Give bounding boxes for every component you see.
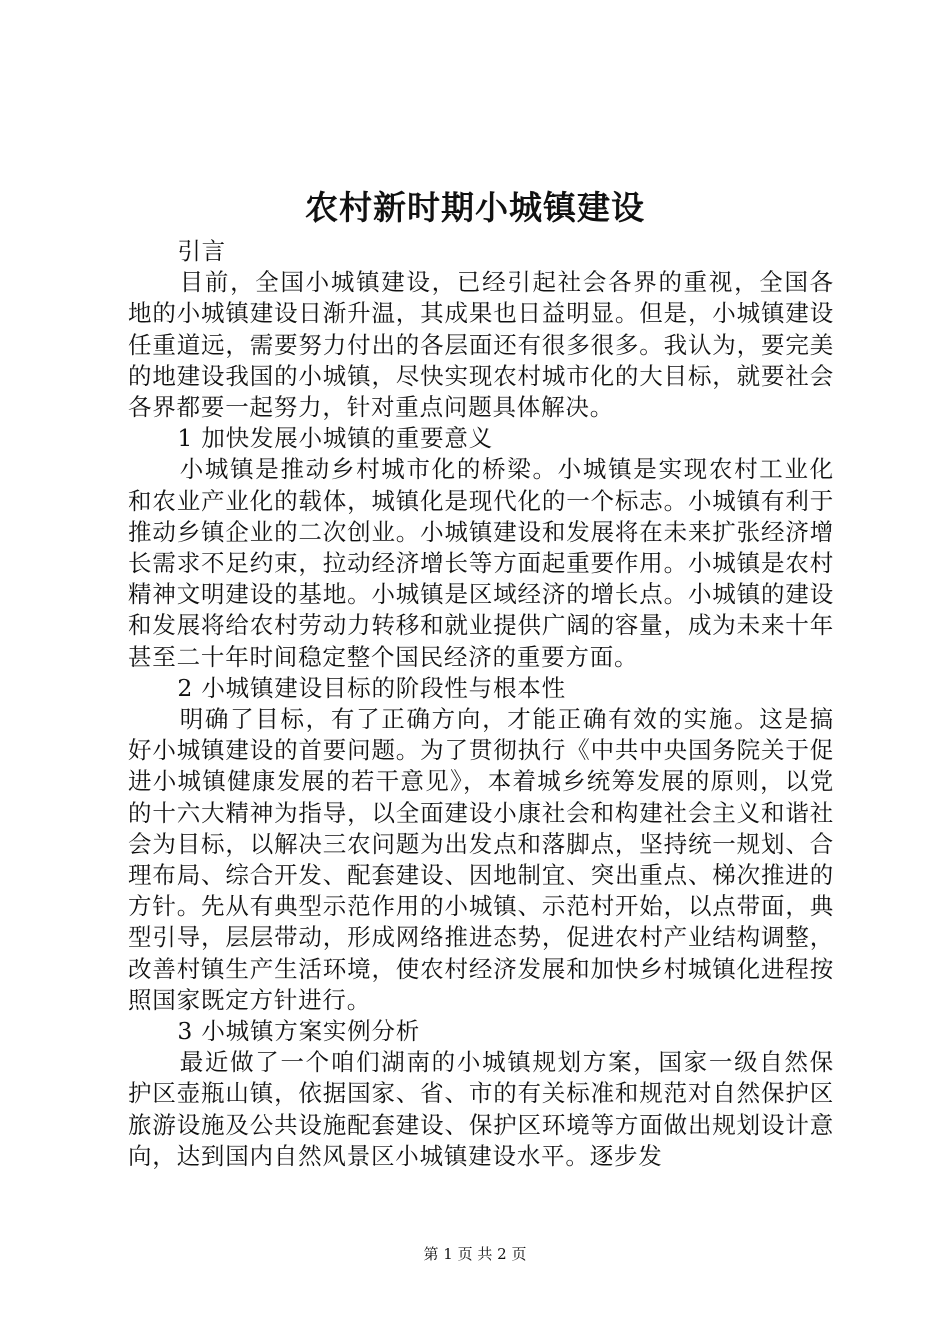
section-1-heading: 1 加快发展小城镇的重要意义 bbox=[177, 424, 493, 453]
section-2-paragraph: 明确了目标，有了正确方向，才能正确有效的实施。这是搞好小城镇建设的首要问题。为了贯彻执行《中共中央国务院关于促进小城镇健康发展的若干意见》，本着城乡统筹发展的原则，以党的十六大精神为指导，以全面建设小康社会和构建社会主义和谐社会为目标，以解决三农问题为出发点和落脚点，坚持统一规划、合理布局、综合开发、配套建设、因地制宜、突出重点、梯次推进的方针。先从有典型示范作用的小城镇、示范村开始，以点带面，典型引导，层层带动，形成网络推进态势，促进农村产业结构调整，改善村镇生产生活环境，使农村经济发展和加快乡村城镇化进程按照国家既定方针进行。 bbox=[128, 705, 834, 1014]
intro-heading: 引言 bbox=[177, 237, 226, 265]
page-footer: 第 1 页 共 2 页 bbox=[423, 1245, 527, 1263]
section-3-heading: 3 小城镇方案实例分析 bbox=[177, 1017, 421, 1046]
section-3-paragraph: 最近做了一个咱们湖南的小城镇规划方案，国家一级自然保护区壶瓶山镇，依据国家、省、市的有关标准和规范对自然保护区旅游设施及公共设施配套建设、保护区环境等方面做出规划设计意向，达到国内自然风景区小城镇建设水平。逐步发 bbox=[128, 1048, 834, 1170]
document-title: 农村新时期小城镇建设 bbox=[305, 188, 645, 227]
section-2-heading: 2 小城镇建设目标的阶段性与根本性 bbox=[177, 673, 566, 702]
intro-paragraph: 目前，全国小城镇建设，已经引起社会各界的重视，全国各地的小城镇建设日渐升温，其成果也日益明显。但是，小城镇建设任重道远，需要努力付出的各层面还有很多很多。我认为，要完美的地建设我国的小城镇，尽快实现农村城市化的大目标，就要社会各界都要一起努力，针对重点问题具体解决。 bbox=[128, 268, 834, 422]
document-body bbox=[128, 236, 834, 1172]
section-1-paragraph: 小城镇是推动乡村城市化的桥梁。小城镇是实现农村工业化和农业产业化的载体，城镇化是现代化的一个标志。小城镇有利于推动乡镇企业的二次创业。小城镇建设和发展将在未来扩张经济增长需求不足约束，拉动经济增长等方面起重要作用。小城镇是农村精神文明建设的基地。小城镇是区域经济的增长点。小城镇的建设和发展将给农村劳动力转移和就业提供广阔的容量，成为未来十年甚至二十年时间稳定整个国民经济的重要方面。 bbox=[128, 455, 834, 671]
